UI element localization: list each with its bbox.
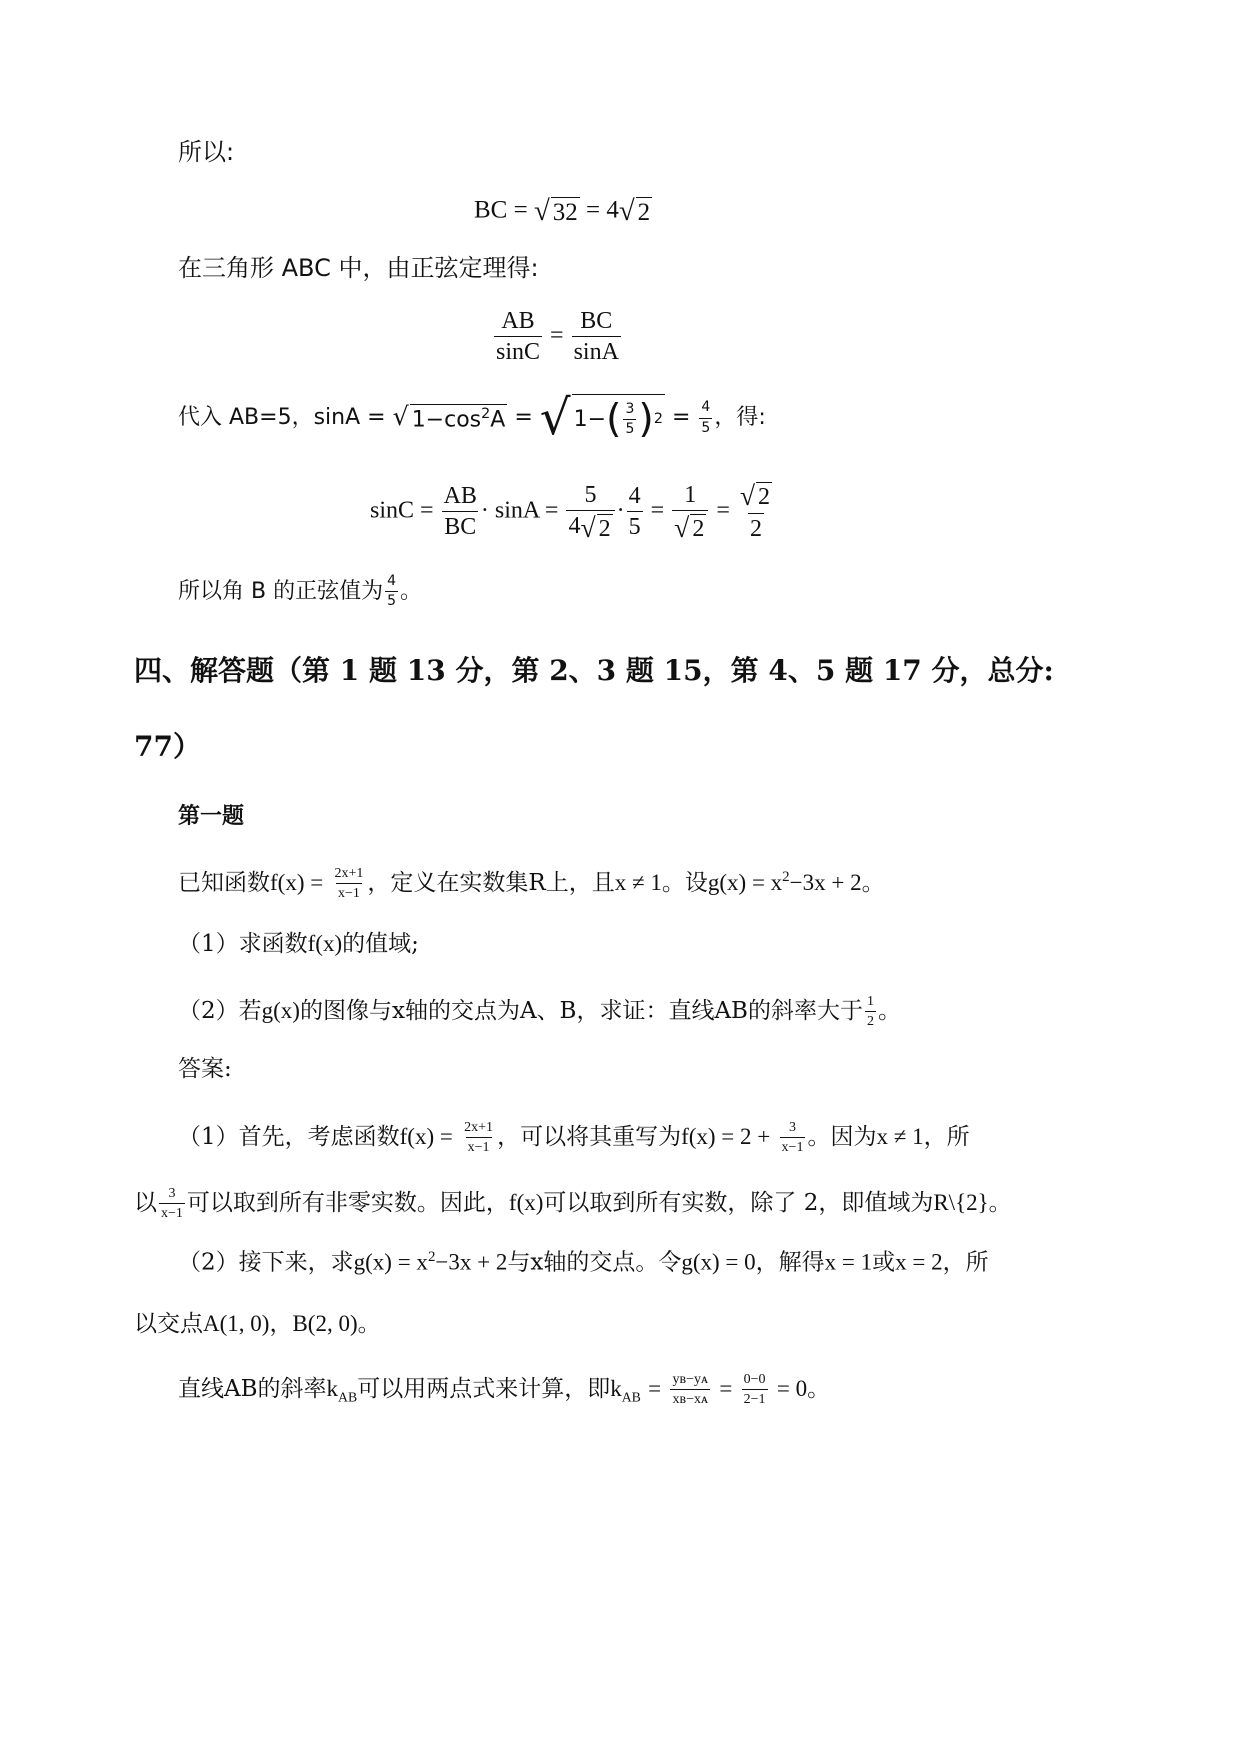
fraction-5-over-4root2: 5 4 √ 2 [564,482,616,542]
law-intro-label: 在三角形 ABC 中，由正弦定理得: [178,254,539,282]
fraction-one-half: $\frac{1}{2}$ [866,994,874,1030]
law-intro-text [178,256,539,280]
law-of-sines-equation [492,308,623,366]
answer-2-line-2: 以交点A(1, 0)，B(2, 0)。 [134,1311,381,1337]
answer-2-line-1: （2）接下来，求$g(x) = x^2-3x + 2$与x轴的交点。令g(x) = 0，解得x = 1或x = 2，所 [178,1249,989,1276]
law-eq-sign: = [550,322,564,349]
sub-prefix: 代入 AB=5，sinA = [178,405,386,431]
answer-1-line-1: （1）首先，考虑函数f(x) = $\frac{2x+1}{x-1}$ ，可以将其重写为f(x) = 2 + $\frac{3}{x-1}$ 。因为x ≠ 1，所 [178,1120,970,1156]
sub-eq2: = [671,405,691,431]
bc-eq: = [513,196,528,224]
fraction-2x1-over-x-1-answer: $\frac{2x+1}{x-1}$ [464,1120,494,1156]
answer-1-line-2: 以 $\frac{3}{x-1}$ 可以取到所有非零实数。因此，f(x)可以取到所有实数，除了 2，即值域为R\{2}。 [134,1186,1012,1222]
sqrt-one-minus-cos2a: √ $1-\cos^2A$ [392,402,506,433]
sub-suffix: ，得: [714,405,766,431]
fraction-ab-sinc: $\frac{AB}{\sin C}$ [496,308,541,366]
section-heading-score: 77） [134,730,201,763]
sinc-mid: sinA [494,497,539,524]
section-heading-line1 [134,654,1054,687]
sqrt-32: √ 32 [533,195,578,227]
problem-title-label: 第一题 [178,804,245,829]
fraction-4-over-5: $\frac{4}{5}$ [628,483,641,541]
sub-eq1: = [514,405,533,431]
answer-label: 答案: [178,1056,232,1082]
fraction-3-over-x-1: $\frac{3}{x-1}$ [781,1120,804,1156]
fraction-root2-over-2: √ 2 2 [739,480,771,542]
question-2: （2）若g(x)的图像与x轴的交点为A、B，求证：直线AB的斜率大于 $\frac{1}{2}$ 。 [178,994,901,1030]
fraction-bc-sina: $\frac{BC}{\sin A}$ [573,308,619,366]
sqrt-one-minus-three-fifths-squared: √ 1− ( $\frac{3}{5}$ ) 2 [539,390,663,446]
intro-text [178,140,234,164]
slope-line: 直线AB的斜率$k_{AB}$可以用两点式来计算，即$k_{AB}$ = $\frac{\text{yʙ−yᴀ}}{\text{xʙ−xᴀ}}$ = $\frac{0-0}{2-1}$ = 0。 [178,1372,831,1408]
bc-coef: 4 [606,196,619,224]
problem-given: 已知函数f(x) = $\frac{2x+1}{x-1}$ ，定义在实数集R上，且x ≠ 1。设$g(x) = x^2-3x + 2$。 [178,866,885,902]
section-heading-text: 四、解答题（第 1 题 13 分，第 2、3 题 15，第 4、5 题 17 分，总分: [134,654,1054,687]
fraction-slope-formula: $\frac{\text{yʙ−yᴀ}}{\text{xʙ−xᴀ}}$ [672,1372,709,1408]
fraction-zero-over-one: $\frac{0-0}{2-1}$ [743,1372,766,1408]
sinc-equation: sinC = $\frac{AB}{BC}$ · sinA = 5 4 √ 2 · $\frac{4}{5}$ = 1 √ 2 = √ 2 2 [370,482,776,542]
intro-label: 所以: [178,138,235,166]
sinc-lhs: sinC [370,497,415,524]
fraction-ab-bc: $\frac{AB}{BC}$ [443,483,477,541]
fraction-four-fifths: $\frac{4}{5}$ [701,399,711,436]
fraction-b-four-fifths: $\frac{4}{5}$ [387,573,397,610]
problem-title [178,806,244,828]
fraction-2x1-over-x-1: $\frac{2x+1}{x-1}$ [334,866,364,902]
equation-bc [474,197,652,226]
substitution-line [178,390,766,446]
bc-lhs: BC [474,196,508,224]
angle-b-conclusion: 所以角 B 的正弦值为 $\frac{4}{5}$ 。 [178,573,423,610]
fraction-1-over-root2: 1 √ 2 [670,482,710,542]
sqrt-2: √ 2 [618,195,651,227]
question-1: （1）求函数f(x)的值域; [178,931,419,957]
section-heading-line2 [134,730,201,763]
bc-eq2: = [586,196,601,224]
fraction-3-over-x-1-nonzero: $\frac{3}{x-1}$ [161,1186,183,1222]
